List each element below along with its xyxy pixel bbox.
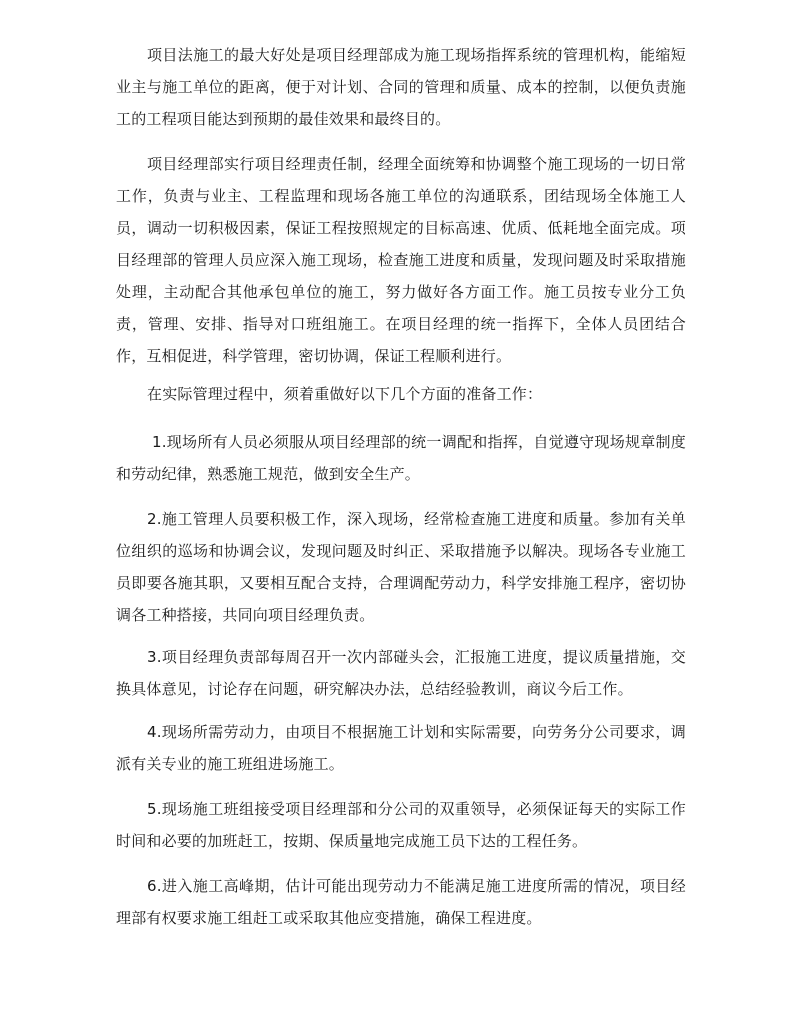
list-item-4: 4.现场所需劳动力，由项目不根据施工计划和实际需要，向劳务分公司要求，调派有关专业的施工班组进场施工。: [116, 723, 686, 773]
list-item-5: 5.现场施工班组接受项目经理部和分公司的双重领导，必须保证每天的实际工作时间和必要的加班赶工，按期、保质量地完成施工员下达的工程任务。: [116, 800, 686, 850]
paragraph-responsibility: 项目经理部实行项目经理责任制，经理全面统筹和协调整个施工现场的一切日常工作，负责与业主、工程监理和现场各施工单位的沟通联系，团结现场全体施工人员，调动一切积极因素，保证工程按照规定的目标高速、优质、低耗地全面完成。项目经理部的管理人员应深入施工现场，检查施工进度和质量，发现问题及时采取措施处理，主动配合其他承包单位的施工，努力做好各方面工作。施工员按专业分工负责，管理、安排、指导对口班组施工。在项目经理的统一指挥下，全体人员团结合作，互相促进，科学管理，密切协调，保证工程顺利进行。: [116, 155, 686, 365]
list-item-1: 1.现场所有人员必须服从项目经理部的统一调配和指挥，自觉遵守现场规章制度和劳动纪律，熟悉施工规范，做到安全生产。: [116, 433, 686, 483]
list-item-2: 2.施工管理人员要积极工作，深入现场，经常检查施工进度和质量。参加有关单位组织的巡场和协调会议，发现问题及时纠正、采取措施予以解决。现场各专业施工员即要各施其职，又要相互配合支持，合理调配劳动力，科学安排施工程序，密切协调各工种搭接，共同向项目经理负责。: [116, 510, 686, 624]
paragraph-preparation-heading: 在实际管理过程中，须着重做好以下几个方面的准备工作：: [147, 385, 543, 403]
list-item-3: 3.项目经理负责部每周召开一次内部碰头会，汇报施工进度，提议质量措施，交换具体意见，讨论存在问题，研究解决办法，总结经验教训，商议今后工作。: [116, 648, 686, 698]
paragraph-intro: 项目法施工的最大好处是项目经理部成为施工现场指挥系统的管理机构，能缩短业主与施工单位的距离，便于对计划、合同的管理和质量、成本的控制，以便负责施工的工程项目能达到预期的最佳效果和最终目的。: [116, 46, 686, 128]
list-item-6: 6.进入施工高峰期，估计可能出现劳动力不能满足施工进度所需的情况，项目经理部有权要求施工组赶工或采取其他应变措施，确保工程进度。: [116, 877, 686, 927]
